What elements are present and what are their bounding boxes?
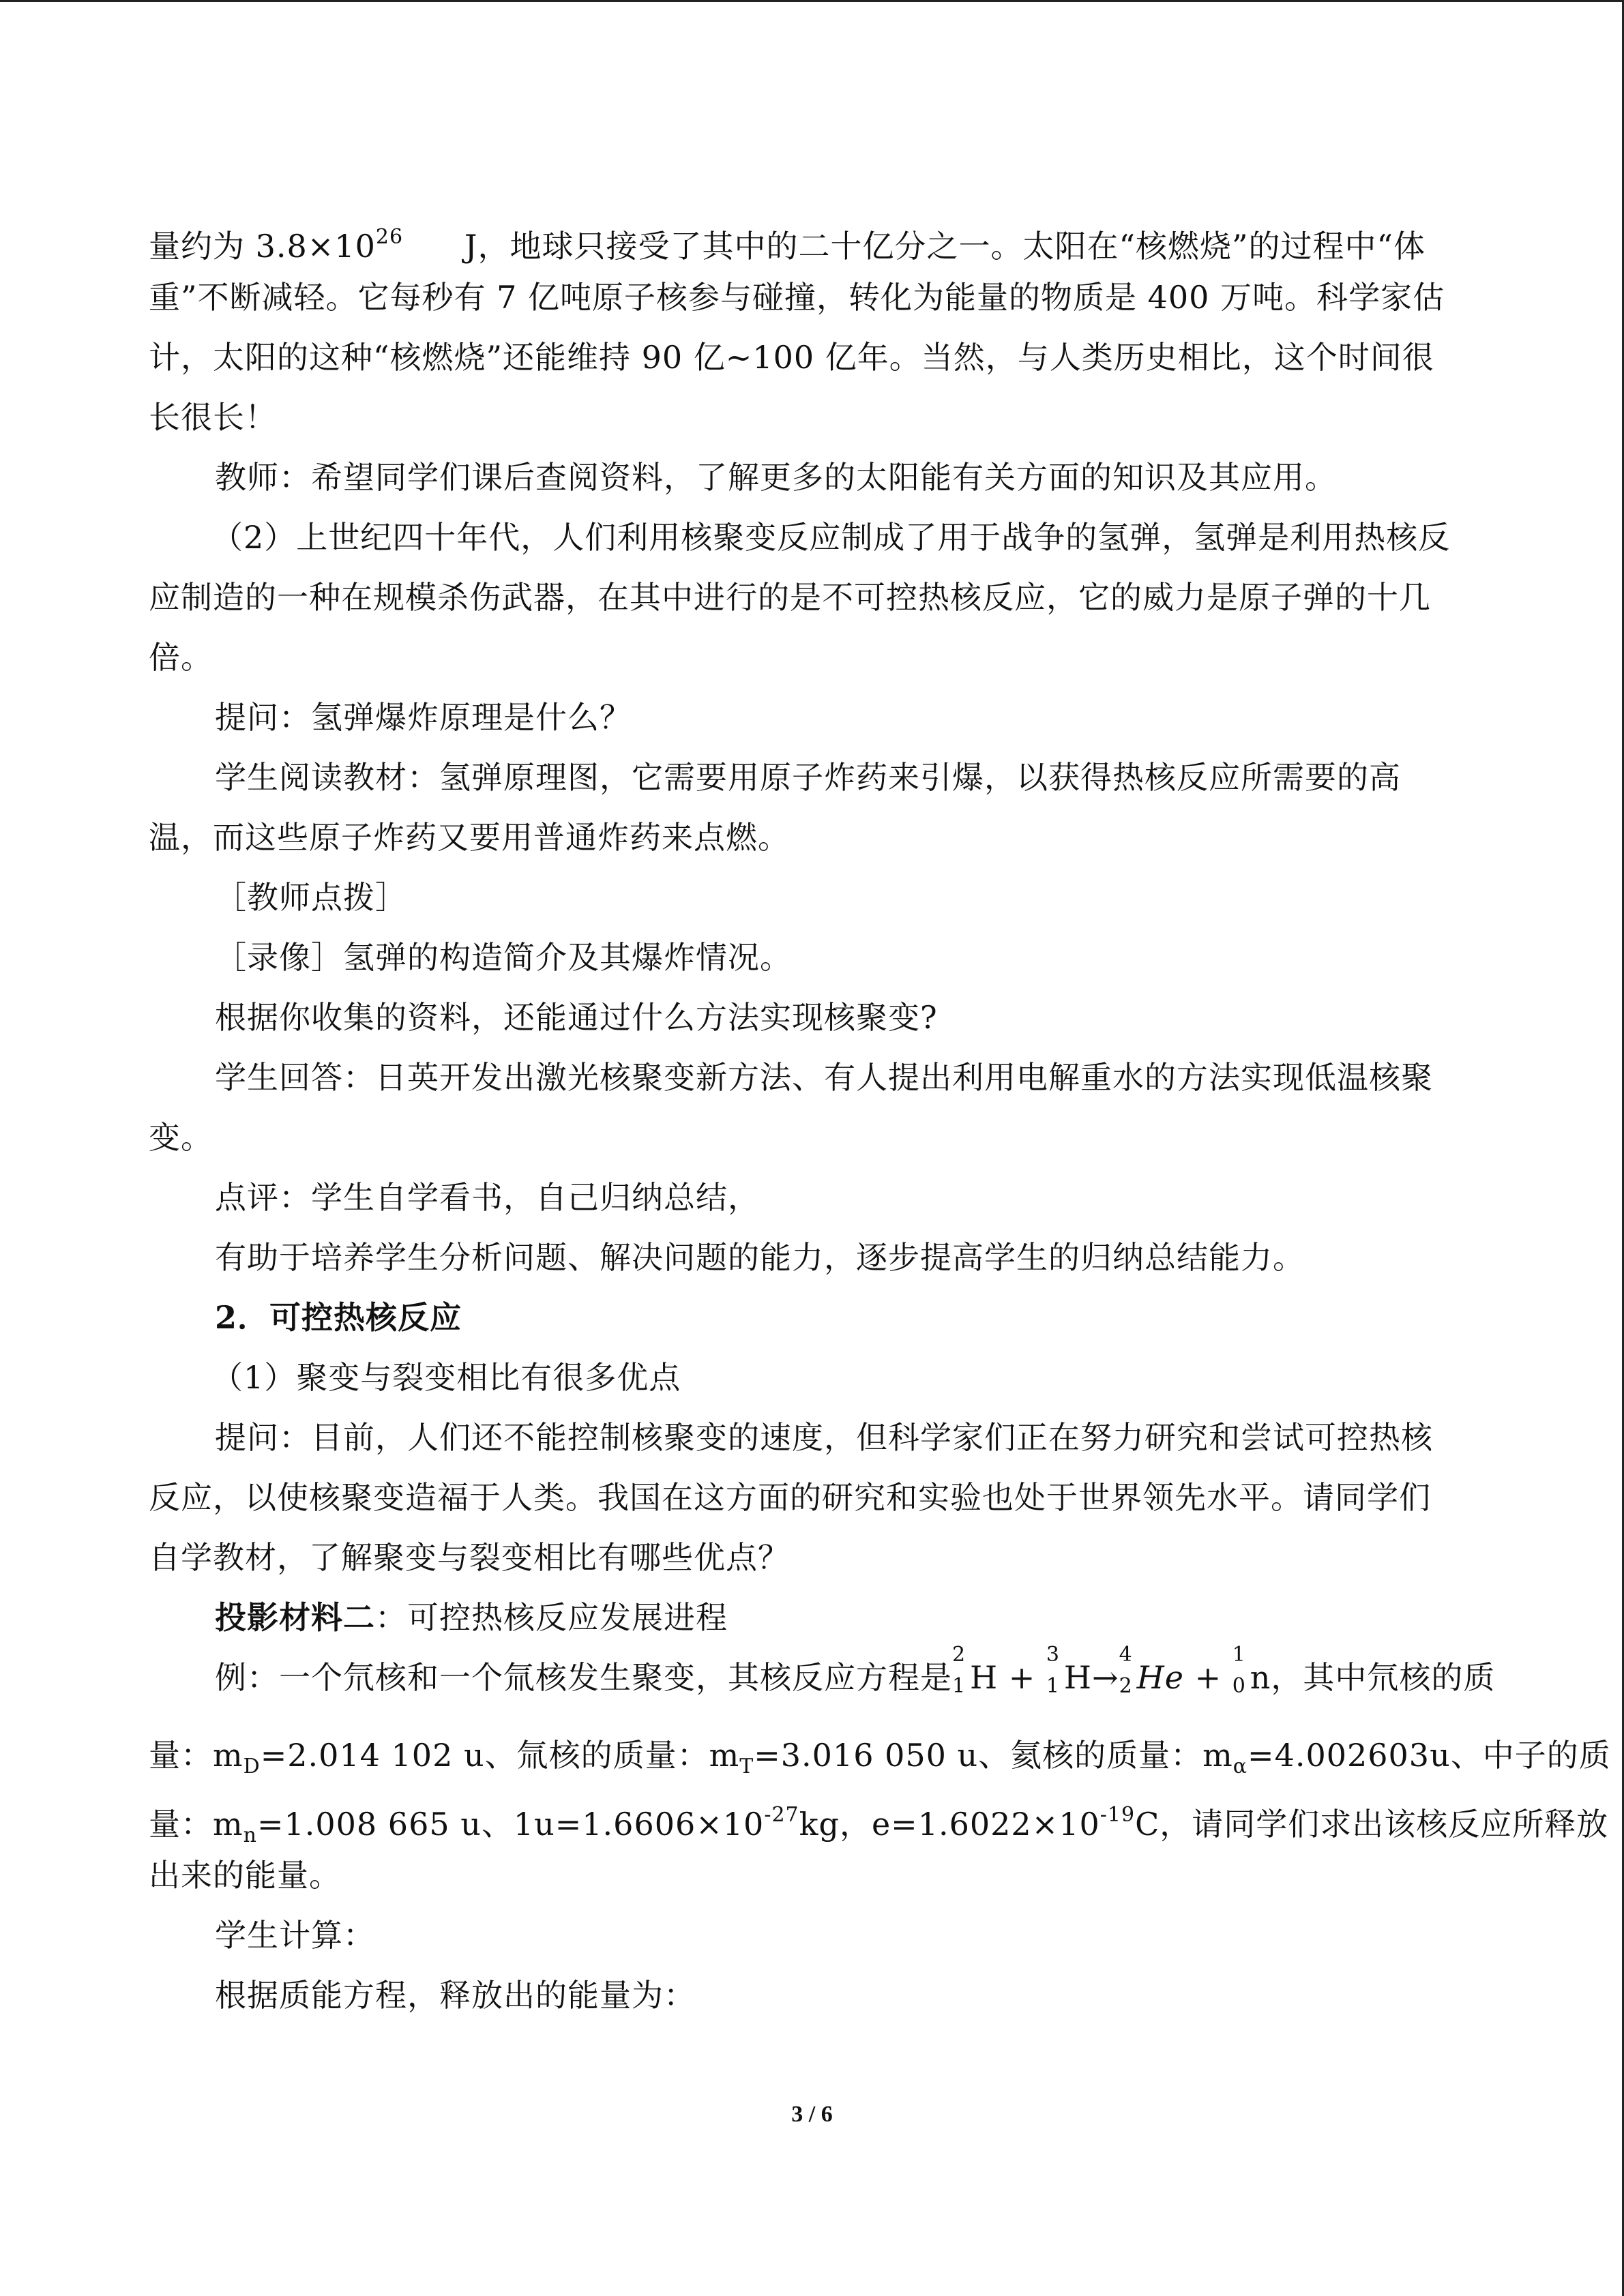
- plus-sign: +: [1008, 1659, 1036, 1696]
- paragraph-hydrogen-bomb-line-3: 倍。: [149, 639, 213, 676]
- paragraph-student-reading-line-2: 温，而这些原子炸药又要用普通炸药来点燃。: [149, 819, 790, 856]
- paragraph-student-reading-line-1: 学生阅读教材：氢弹原理图，它需要用原子炸药来引爆，以获得热核反应所需要的高: [215, 759, 1401, 796]
- paragraph-example-equation: [215, 1643, 1496, 1698]
- paragraph-teacher-hope: 教师：希望同学们课后查阅资料，了解更多的太阳能有关方面的知识及其应用。: [215, 459, 1337, 496]
- paragraph-question-control-line-3: 自学教材，了解聚变与裂变相比有哪些优点？: [149, 1539, 790, 1576]
- nuclide-deuterium: 2 1 H: [952, 1643, 999, 1698]
- arrow-icon: →: [1092, 1659, 1119, 1696]
- paragraph-sun-energy-line-4: 长很长！: [149, 399, 277, 436]
- paragraph-question-control-line-1: 提问：目前，人们还不能控制核聚变的速度，但科学家们正在努力研究和尝试可控热核: [215, 1419, 1433, 1456]
- text-segment: ，其中氘核的质: [1271, 1659, 1496, 1696]
- paragraph-sun-energy-line-2: 重”不断减轻。它每秒有 7 亿吨原子核参与碰撞，转化为能量的物质是 400 万吨。科学家估: [149, 279, 1445, 316]
- paragraph-sun-energy-line-3: 计，太阳的这种“核燃烧”还能维持 90 亿~100 亿年。当然，与人类历史相比，这个时间很: [149, 339, 1434, 376]
- nuclear-equation: [952, 1643, 1271, 1698]
- paragraph-mass-energy: 根据质能方程，释放出的能量为：: [215, 1977, 696, 2014]
- nuclide-tritium: 3 1 H: [1046, 1643, 1093, 1698]
- paragraph-student-answer-line-1: 学生回答：日英开发出激光核聚变新方法、有人提出利用电解重水的方法实现低温核聚: [215, 1059, 1433, 1096]
- text-segment: ：可控热核反应发展进程: [375, 1599, 728, 1636]
- paragraph-collected-info: 根据你收集的资料，还能通过什么方法实现核聚变?: [215, 999, 938, 1036]
- section-heading: 2．可控热核反应: [215, 1299, 462, 1336]
- nuclide-neutron: 1 0 n: [1232, 1643, 1271, 1698]
- page-number: 3 / 6: [791, 2102, 833, 2127]
- text-segment: 例：一个氘核和一个氚核发生聚变，其核反应方程是: [215, 1659, 952, 1696]
- paragraph-video: ［录像］氢弹的构造简介及其爆炸情况。: [215, 939, 792, 976]
- paragraph-student-calc: 学生计算：: [215, 1917, 375, 1954]
- paragraph-teacher-guidance: ［教师点拨］: [215, 879, 407, 916]
- paragraph-hydrogen-bomb-line-1: （2）上世纪四十年代，人们利用核聚变反应制成了用于战争的氢弹，氢弹是利用热核反: [211, 519, 1451, 556]
- paragraph-sun-energy-line-1: [149, 217, 1426, 267]
- paragraph-masses-line-1: 量：$m_D=2.014$ 102 u、氚核的质量：$m_T=3.016$ 050 u、氦核的质量：$m_\alpha=4.002603u$、中子的质: [149, 1737, 1611, 1778]
- paragraph-masses-line-2: 量：$m_n=1.008$ 665 u、$1u=1.6606\times 10^{-27}kg$，$e=1.6022\times 10^{-19}C$，请同学们求出该核反应所释放: [149, 1803, 1609, 1847]
- paragraph-advantages: （1）聚变与裂变相比有很多优点: [211, 1359, 681, 1396]
- paragraph-projection-material: [215, 1597, 728, 1638]
- text-segment: 量约为 3.8×10: [149, 228, 376, 265]
- nuclide-helium: 4 2 He: [1119, 1643, 1184, 1698]
- paragraph-question-principle: 提问：氢弹爆炸原理是什么？: [215, 699, 632, 736]
- paragraph-benefit: 有助于培养学生分析问题、解决问题的能力，逐步提高学生的归纳总结能力。: [215, 1239, 1305, 1276]
- paragraph-hydrogen-bomb-line-2: 应制造的一种在规模杀伤武器，在其中进行的是不可控热核反应，它的威力是原子弹的十几: [149, 579, 1431, 616]
- projection-label: 投影材料二: [215, 1599, 375, 1636]
- paragraph-masses-line-3: 出来的能量。: [149, 1857, 341, 1894]
- superscript: 26: [375, 225, 404, 249]
- text-segment: J，地球只接受了其中的二十亿分之一。太阳在“核燃烧”的过程中“体: [464, 228, 1426, 265]
- paragraph-student-answer-line-2: 变。: [149, 1119, 213, 1156]
- page-border-top: [0, 0, 1624, 2]
- plus-sign: +: [1194, 1659, 1222, 1696]
- paragraph-question-control-line-2: 反应，以使核聚变造福于人类。我国在这方面的研究和实验也处于世界领先水平。请同学们: [149, 1479, 1431, 1516]
- paragraph-comment: 点评：学生自学看书，自己归纳总结，: [215, 1179, 760, 1216]
